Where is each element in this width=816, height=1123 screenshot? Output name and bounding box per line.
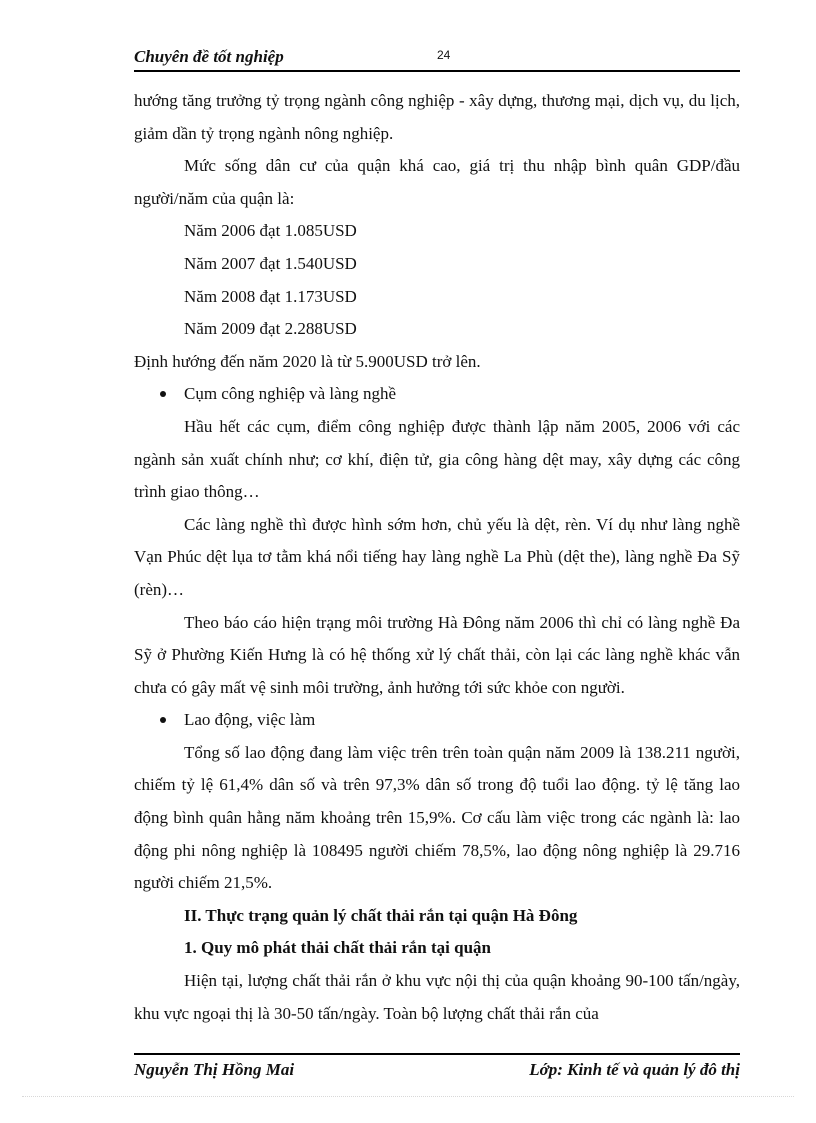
bullet-item [134,378,740,411]
page-header [134,44,740,72]
income-item: Năm 2006 đạt 1.085USD [184,221,357,241]
footer-class: Lớp: Kinh tế và quản lý đô thị [529,1060,740,1079]
income-item: Năm 2009 đạt 2.288USD [184,319,357,339]
paragraph: Hiện tại, lượng chất thải rắn ở khu vực nội thị của quận khoảng 90-100 tấn/ngày, khu vực ngoại thị là 30-50 tấn/ngày. Toàn bộ lượng chất thải rắn của [134,971,740,1023]
page-footer [134,1053,740,1085]
bullet-icon [160,391,166,397]
income-item: Năm 2007 đạt 1.540USD [184,253,357,273]
bullet-item [134,704,740,737]
paragraph: Hầu hết các cụm, điểm công nghiệp được thành lập năm 2005, 2006 với các ngành sản xuất chính như; cơ khí, điện tử, gia công hàng dệt may, xây dựng các công trình giao thông… [134,416,740,502]
paragraph: Tổng số lao động đang làm việc trên trên toàn quận năm 2009 là 138.211 người, chiếm tỷ lệ 61,4% dân số và trên 97,3% dân số trong độ tuổi lao động. tỷ lệ tăng lao động bình quân hằng năm khoảng trên 15,9%. Cơ cấu làm việc trong các ngành là: lao động phi nông nghiệp là 108495 người chiếm 78,5%, lao động nông nghiệp là 29.716 người chiếm 21,5%. [134,742,740,893]
page-boundary-divider [22,1096,794,1097]
bullet-label: Lao động, việc làm [184,710,316,730]
page-number: 24 [437,48,451,62]
page-content [134,85,740,1030]
paragraph: Định hướng đến năm 2020 là từ 5.900USD trở lên. [134,351,481,371]
paragraph: Theo báo cáo hiện trạng môi trường Hà Đông năm 2006 thì chỉ có làng nghề Đa Sỹ ở Phường Kiến Hưng là có hệ thống xử lý chất thải, còn lại các làng nghề khác vẫn chưa có gây mất vệ sinh môi trường, ảnh hưởng tới sức khỏe con người. [134,612,740,697]
section-heading: II. Thực trạng quản lý chất thải rắn tại quận Hà Đông [184,905,578,925]
footer-author: Nguyễn Thị Hồng Mai [134,1060,295,1079]
paragraph: Các làng nghề thì được hình sớm hơn, chủ yếu là dệt, rèn. Ví dụ như làng nghề Vạn Phúc dệt lụa tơ tằm khá nổi tiếng hay làng nghề La Phù (dệt the), làng nghề Đa Sỹ (rèn)… [134,514,740,599]
document-title: Chuyên đề tốt nghiệp [134,47,284,66]
bullet-icon [160,717,166,723]
paragraph: hướng tăng trưởng tỷ trọng ngành công nghiệp - xây dựng, thương mại, dịch vụ, du lịch, giảm dần tỷ trọng ngành nông nghiệp. [134,91,740,143]
paragraph: Mức sống dân cư của quận khá cao, giá trị thu nhập bình quân GDP/đầu người/năm của quận là: [134,156,740,208]
income-item: Năm 2008 đạt 1.173USD [184,286,357,306]
subsection-heading: 1. Quy mô phát thải chất thải rắn tại quận [184,938,491,958]
bullet-label: Cụm công nghiệp và làng nghề [184,384,396,404]
